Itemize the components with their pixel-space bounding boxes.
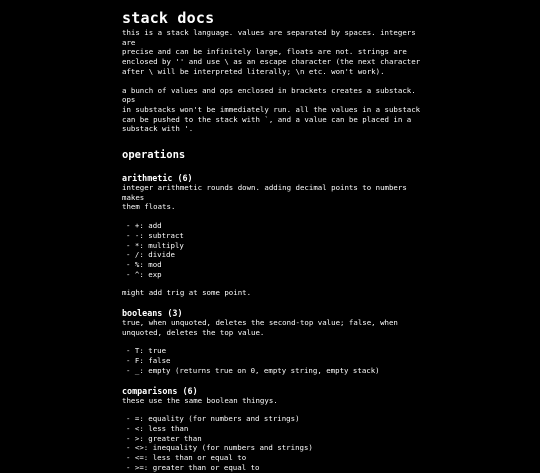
list-item: - %: mod	[126, 259, 162, 269]
list-item: - <: less than	[126, 423, 189, 433]
section-arithmetic-note: might add trig at some point.	[122, 288, 252, 298]
docs-page	[122, 10, 422, 473]
operations-heading: operations	[122, 149, 186, 162]
list-item: - _: empty (returns true on 0, empty string, empty stack)	[126, 365, 380, 375]
list-item: - >=: greater than or equal to	[126, 462, 260, 472]
list-item: - +: add	[126, 221, 162, 231]
section-booleans	[122, 308, 422, 376]
list-item: - T: true	[126, 346, 167, 356]
section-comparisons-title: comparisons (6)	[122, 385, 198, 396]
section-arithmetic-title: arithmetic (6)	[122, 173, 193, 184]
booleans-op-list	[122, 346, 422, 375]
list-item: - ^: exp	[126, 269, 162, 279]
list-item: - >: greater than	[126, 433, 202, 443]
list-item: - *: multiply	[126, 240, 184, 250]
list-item: - /: divide	[126, 250, 175, 260]
list-item: - F: false	[126, 356, 171, 366]
list-item: - <>: inequality (for numbers and strings)	[126, 443, 313, 453]
section-comparisons-desc: these use the same boolean thingys.	[122, 395, 278, 405]
section-arithmetic	[122, 173, 422, 298]
section-booleans-title: booleans (3)	[122, 308, 183, 319]
comparisons-op-list	[122, 414, 422, 472]
intro-paragraph-2: a bunch of values and ops enclosed in brackets creates a substack. ops in substacks won't be immediately run. all the values in a substack can be pushed to the stack with `, and a value can be placed in a substack with '.	[122, 85, 421, 134]
section-booleans-desc: true, when unquoted, deletes the second-top value; false, when unquoted, deletes the top value.	[122, 318, 398, 337]
list-item: - <=: less than or equal to	[126, 453, 247, 463]
intro-paragraph-1: this is a stack language. values are separated by spaces. integers are precise and can be infinitely large, floats are not. strings are enclosed by '' and use \ as an escape character (the next character after \ will be interpreted literally; \n etc. won't work).	[122, 28, 421, 76]
arithmetic-op-list	[122, 221, 422, 279]
page-title: stack docs	[122, 9, 215, 27]
section-arithmetic-desc: integer arithmetic rounds down. adding decimal points to numbers makes them floats.	[122, 183, 407, 212]
list-item: - =: equality (for numbers and strings)	[126, 414, 300, 424]
list-item: - -: subtract	[126, 230, 184, 240]
section-comparisons	[122, 386, 422, 473]
